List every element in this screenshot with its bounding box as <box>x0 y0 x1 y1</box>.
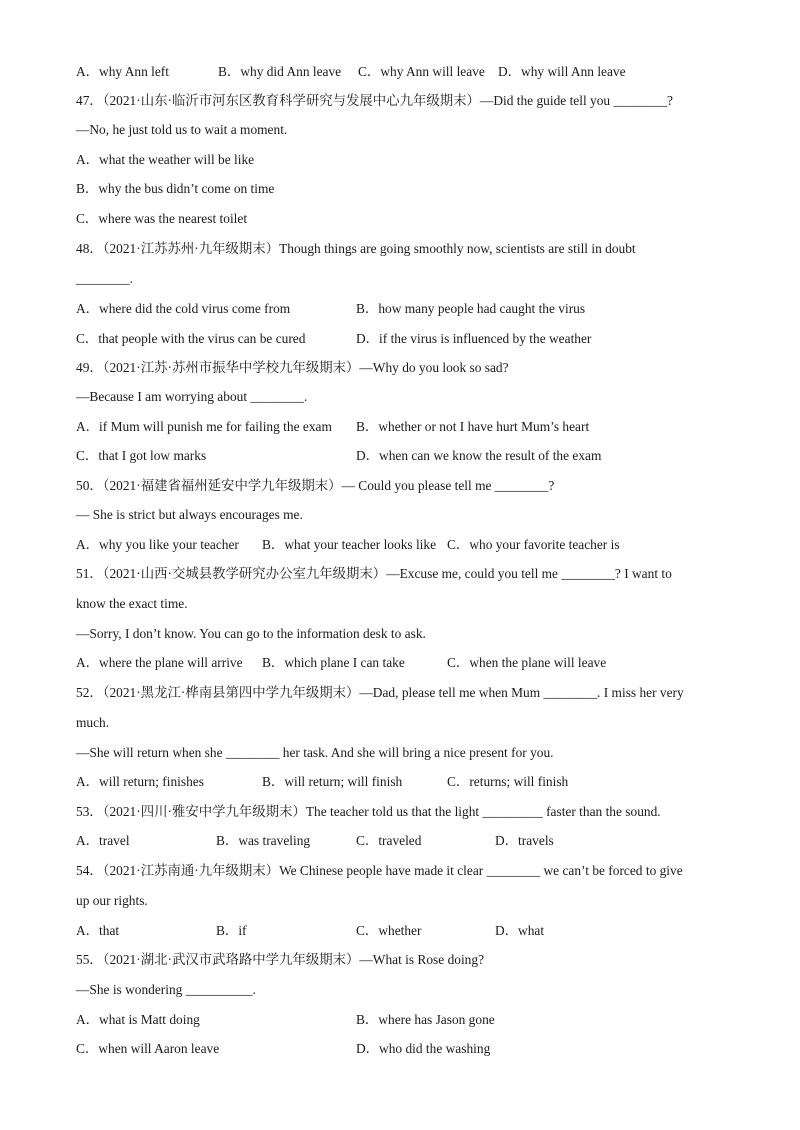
q47-option-c: C．where was the nearest toilet <box>76 211 248 226</box>
question-50: 50．（2021·福建省福州延安中学九年级期末）— Could you please tell me ________? <box>76 478 555 493</box>
q46-options <box>76 63 736 81</box>
q55-option-c: C．when will Aaron leave <box>76 1041 220 1056</box>
q55-option-a: A．what is Matt doing <box>76 1012 200 1027</box>
q52-option-b: B．will return; will finish <box>262 774 403 789</box>
option-b: B．why did Ann leave <box>218 64 342 79</box>
q54-option-d: D．what <box>495 923 545 938</box>
q47-option-b: B．why the bus didn’t come on time <box>76 181 275 196</box>
question-48-cont: ________. <box>76 271 133 286</box>
option-d: D．why will Ann leave <box>498 64 626 79</box>
question-47: 47．（2021·山东·临沂市河东区教育科学研究与发展中心九年级期末）—Did the guide tell you ________? <box>76 93 673 108</box>
question-51: 51．（2021·山西·交城县教学研究办公室九年级期末）—Excuse me, could you tell me ________? I want to <box>76 566 672 581</box>
q48-options-row2 <box>76 330 736 348</box>
q48-option-c: C．that people with the virus can be cured <box>76 331 306 346</box>
q54-option-a: A．that <box>76 923 120 938</box>
q54-option-b: B．if <box>216 923 247 938</box>
q49-option-c: C．that I got low marks <box>76 448 207 463</box>
q47-option-a: A．what the weather will be like <box>76 152 255 167</box>
q48-option-a: A．where did the cold virus come from <box>76 301 291 316</box>
q55-option-b: B．where has Jason gone <box>356 1012 495 1027</box>
q53-options <box>76 832 736 850</box>
q49-option-a: A．if Mum will punish me for failing the exam <box>76 419 332 434</box>
q51-option-c: C．when the plane will leave <box>447 655 607 670</box>
q52-option-a: A．will return; finishes <box>76 774 204 789</box>
q51-options <box>76 654 736 672</box>
question-50-reply: — She is strict but always encourages me. <box>76 507 303 522</box>
question-52: 52．（2021·黑龙江·桦南县第四中学九年级期末）—Dad, please tell me when Mum ________. I miss her very <box>76 685 684 700</box>
q48-option-d: D．if the virus is influenced by the weather <box>356 331 592 346</box>
q51-option-b: B．which plane I can take <box>262 655 405 670</box>
q53-option-c: C．traveled <box>356 833 422 848</box>
q49-option-d: D．when can we know the result of the exam <box>356 448 602 463</box>
q48-options-row1 <box>76 300 736 318</box>
question-52-reply: —She will return when she ________ her task. And she will bring a nice present for you. <box>76 745 554 760</box>
q54-option-c: C．whether <box>356 923 422 938</box>
question-55-reply: —She is wondering __________. <box>76 982 257 997</box>
q49-option-b: B．whether or not I have hurt Mum’s heart <box>356 419 590 434</box>
question-49: 49．（2021·江苏·苏州市振华中学校九年级期末）—Why do you look so sad? <box>76 360 509 375</box>
question-51-cont: know the exact time. <box>76 596 188 611</box>
question-51-reply: —Sorry, I don’t know. You can go to the information desk to ask. <box>76 626 426 641</box>
q53-option-a: A．travel <box>76 833 130 848</box>
question-55: 55．（2021·湖北·武汉市武珞路中学九年级期末）—What is Rose doing? <box>76 952 485 967</box>
q52-option-c: C．returns; will finish <box>447 774 569 789</box>
question-54-cont: up our rights. <box>76 893 148 908</box>
q50-option-a: A．why you like your teacher <box>76 537 239 552</box>
q55-options-row2 <box>76 1040 736 1058</box>
q48-option-b: B．how many people had caught the virus <box>356 301 586 316</box>
option-a: A．why Ann left <box>76 64 169 79</box>
q53-option-d: D．travels <box>495 833 554 848</box>
q49-options-row2 <box>76 447 736 465</box>
q53-option-b: B．was traveling <box>216 833 311 848</box>
q51-option-a: A．where the plane will arrive <box>76 655 243 670</box>
q50-option-c: C．who your favorite teacher is <box>447 537 620 552</box>
q50-option-b: B．what your teacher looks like <box>262 537 437 552</box>
question-49-reply: —Because I am worrying about ________. <box>76 389 308 404</box>
question-54: 54．（2021·江苏南通·九年级期末）We Chinese people have made it clear ________ we can’t be forced to give <box>76 863 683 878</box>
q55-option-d: D．who did the washing <box>356 1041 491 1056</box>
question-47-reply: —No, he just told us to wait a moment. <box>76 122 288 137</box>
option-c: C．why Ann will leave <box>358 64 485 79</box>
question-52-cont: much. <box>76 715 110 730</box>
q49-options-row1 <box>76 418 736 436</box>
question-48: 48．（2021·江苏苏州·九年级期末）Though things are going smoothly now, scientists are still in doubt <box>76 241 636 256</box>
q50-options <box>76 536 736 554</box>
question-53: 53．（2021·四川·雅安中学九年级期末）The teacher told us that the light _________ faster than the sound. <box>76 804 661 819</box>
q55-options-row1 <box>76 1011 736 1029</box>
q52-options <box>76 773 736 791</box>
q54-options <box>76 922 736 940</box>
